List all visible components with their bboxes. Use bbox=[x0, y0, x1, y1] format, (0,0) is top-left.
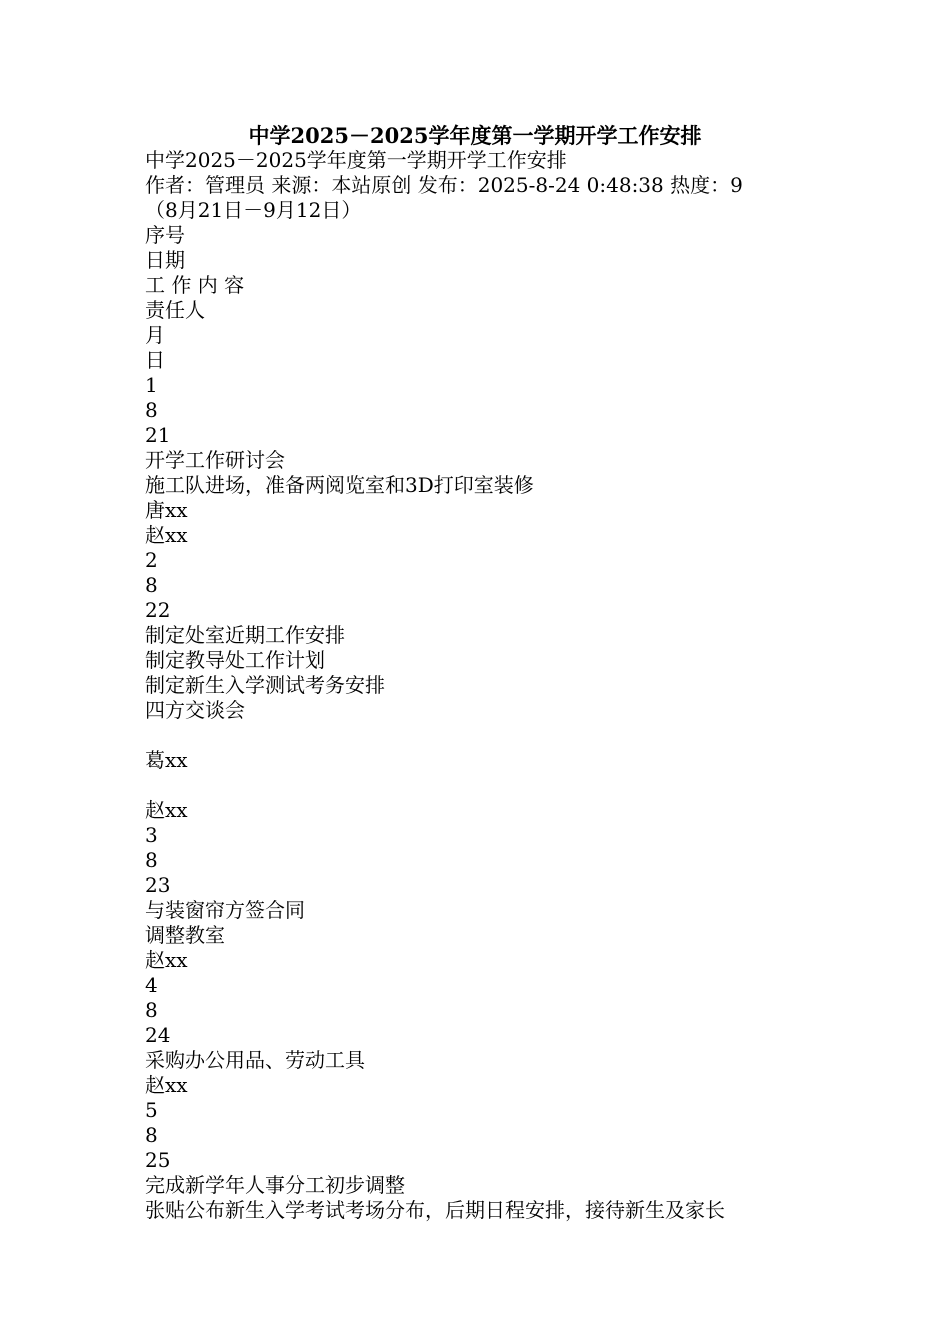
text-line: 中学2025－2025学年度第一学期开学工作安排 bbox=[145, 148, 567, 172]
text-line: 序号 bbox=[145, 223, 185, 247]
text-line: 5 bbox=[145, 1098, 158, 1122]
text-line: 工 作 内 容 bbox=[145, 273, 245, 297]
text-line: 制定新生入学测试考务安排 bbox=[145, 673, 385, 697]
text-line: 制定教导处工作计划 bbox=[145, 648, 325, 672]
text-line: 日期 bbox=[145, 248, 185, 272]
text-line: 21 bbox=[145, 423, 171, 447]
text-line: 作者：管理员 来源：本站原创 发布：2025-8-24 0:48:38 热度：9 bbox=[145, 173, 743, 197]
text-line: 调整教室 bbox=[145, 923, 225, 947]
text-line: 22 bbox=[145, 598, 171, 622]
text-line: 张贴公布新生入学考试考场分布，后期日程安排，接待新生及家长 bbox=[145, 1198, 725, 1222]
text-line: 开学工作研讨会 bbox=[145, 448, 285, 472]
text-line: 24 bbox=[145, 1023, 171, 1047]
text-line bbox=[145, 773, 845, 798]
text-line: 唐xx bbox=[145, 498, 188, 522]
text-line: 23 bbox=[145, 873, 171, 897]
text-line: 1 bbox=[145, 373, 158, 397]
document-body bbox=[145, 148, 845, 1223]
text-line: 与装窗帘方签合同 bbox=[145, 898, 305, 922]
document-title: 中学2025－2025学年度第一学期开学工作安排 bbox=[248, 123, 702, 148]
text-line: 赵xx bbox=[145, 948, 188, 972]
text-line: 8 bbox=[145, 398, 158, 422]
text-line: 4 bbox=[145, 973, 158, 997]
text-line: 完成新学年人事分工初步调整 bbox=[145, 1173, 405, 1197]
text-line: 制定处室近期工作安排 bbox=[145, 623, 345, 647]
text-line: 2 bbox=[145, 548, 158, 572]
text-line: 赵xx bbox=[145, 523, 188, 547]
text-line: 8 bbox=[145, 1123, 158, 1147]
text-line: 四方交谈会 bbox=[145, 698, 245, 722]
text-line: 25 bbox=[145, 1148, 171, 1172]
text-line: （8月21日－9月12日） bbox=[145, 198, 362, 222]
text-line: 采购办公用品、劳动工具 bbox=[145, 1048, 365, 1072]
text-line: 赵xx bbox=[145, 798, 188, 822]
text-line: 施工队进场，准备两阅览室和3D打印室装修 bbox=[145, 473, 534, 497]
text-line: 3 bbox=[145, 823, 158, 847]
text-line: 8 bbox=[145, 848, 158, 872]
text-line: 责任人 bbox=[145, 298, 205, 322]
text-line: 赵xx bbox=[145, 1073, 188, 1097]
text-line: 葛xx bbox=[145, 748, 188, 772]
text-line: 8 bbox=[145, 998, 158, 1022]
text-line: 日 bbox=[145, 348, 165, 372]
text-line: 月 bbox=[145, 323, 165, 347]
text-line: 8 bbox=[145, 573, 158, 597]
text-line bbox=[145, 723, 845, 748]
